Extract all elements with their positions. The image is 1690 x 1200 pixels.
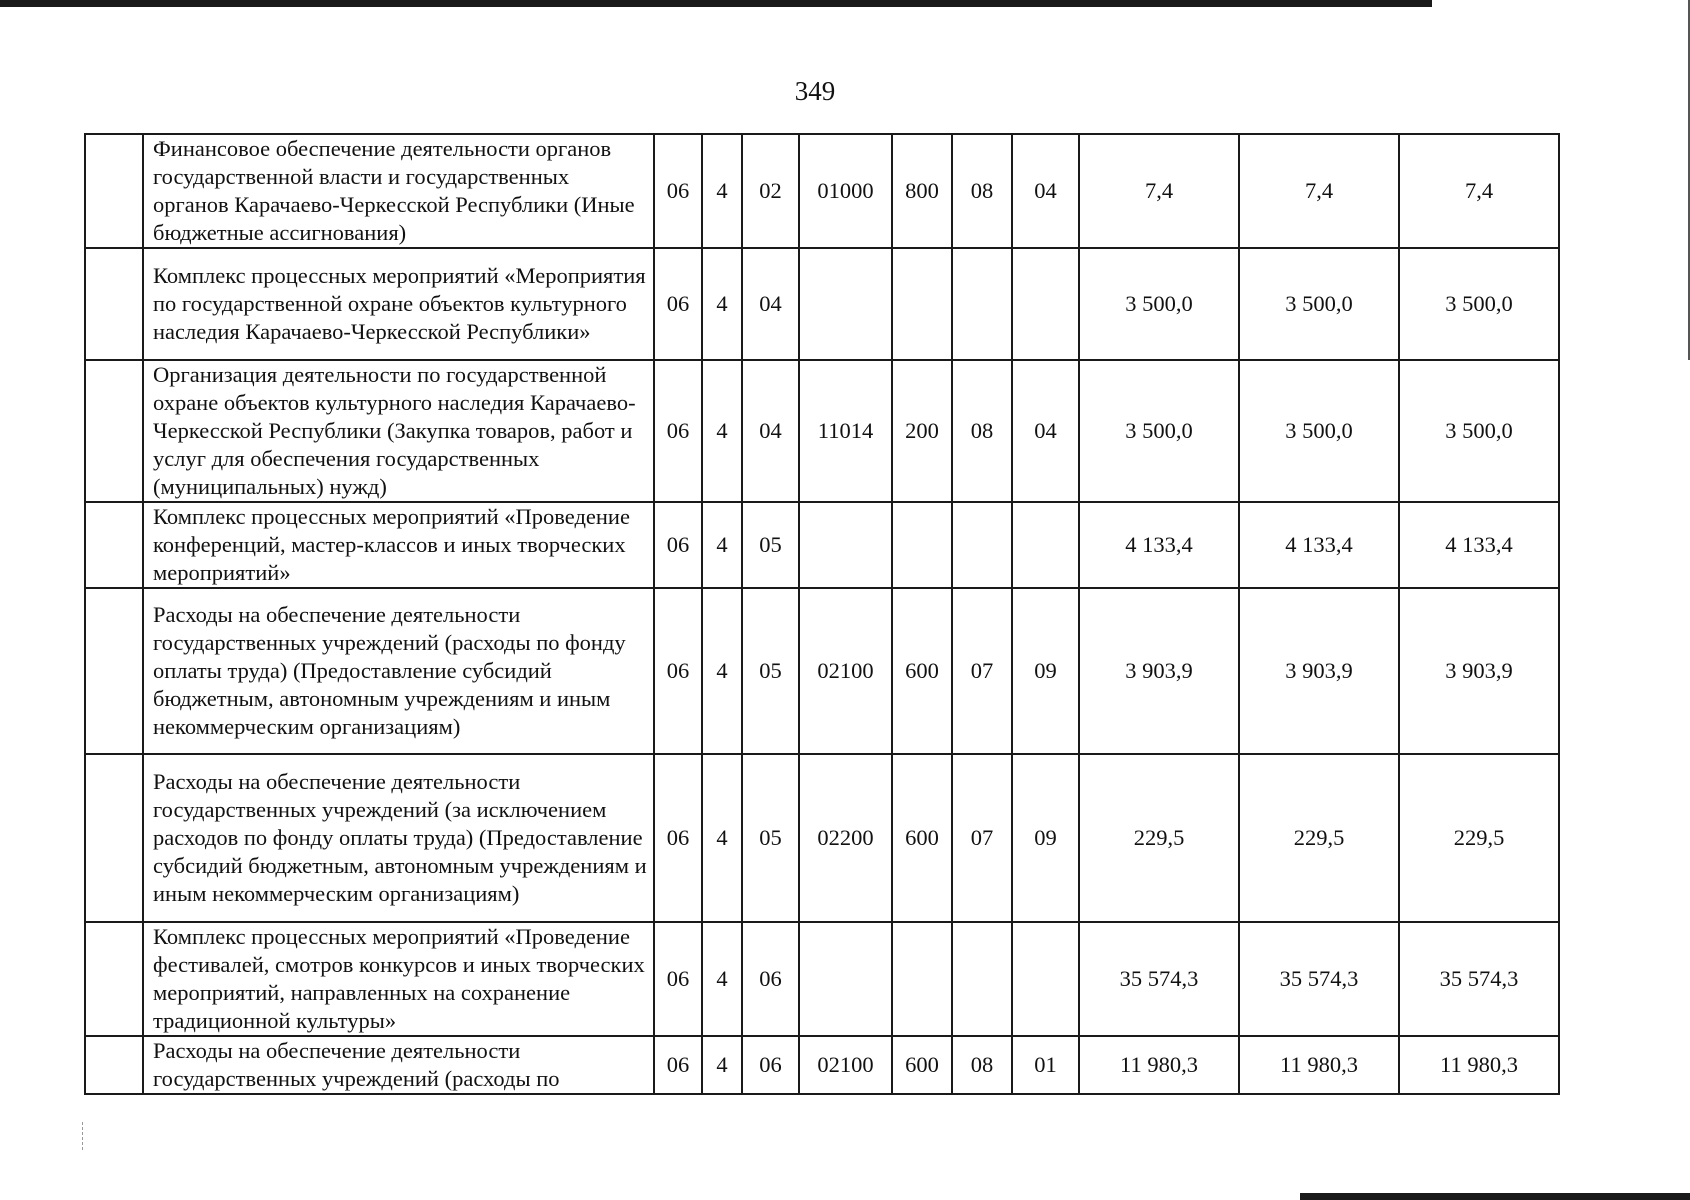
row-description: Финансовое обеспечение деятельности органов государственной власти и государственных органов Карачаево-Черкесской Республики (Иные бюджетные ассигнования) <box>143 134 654 248</box>
code-cell <box>892 502 952 588</box>
amount-cell: 35 574,3 <box>1079 922 1239 1036</box>
budget-table <box>84 133 1560 1095</box>
code-cell: 11014 <box>799 360 892 502</box>
page-number: 349 <box>794 76 836 106</box>
amount-cell: 3 500,0 <box>1399 360 1559 502</box>
amount-cell: 7,4 <box>1079 134 1239 248</box>
code-cell: 600 <box>892 754 952 922</box>
table-row <box>85 248 1559 360</box>
code-cell: 07 <box>952 588 1012 754</box>
code-cell <box>1012 248 1079 360</box>
code-cell: 06 <box>654 1036 702 1094</box>
amount-cell: 229,5 <box>1399 754 1559 922</box>
amount-cell: 4 133,4 <box>1079 502 1239 588</box>
row-description: Комплекс процессных мероприятий «Проведение фестивалей, смотров конкурсов и иных творческих мероприятий, направленных на сохранение традиционной культуры» <box>143 922 654 1036</box>
code-cell: 06 <box>654 922 702 1036</box>
row-description: Комплекс процессных мероприятий «Мероприятия по государственной охране объектов культурного наследия Карачаево-Черкесской Республики» <box>143 248 654 360</box>
code-cell <box>952 502 1012 588</box>
amount-cell: 3 500,0 <box>1079 248 1239 360</box>
code-cell: 06 <box>654 588 702 754</box>
code-cell: 08 <box>952 1036 1012 1094</box>
code-cell <box>799 248 892 360</box>
code-cell: 07 <box>952 754 1012 922</box>
code-cell: 04 <box>742 360 799 502</box>
code-cell: 04 <box>742 248 799 360</box>
code-cell: 06 <box>654 360 702 502</box>
code-cell: 06 <box>654 502 702 588</box>
code-cell: 09 <box>1012 754 1079 922</box>
table-row <box>85 360 1559 502</box>
code-cell <box>799 922 892 1036</box>
code-cell: 600 <box>892 588 952 754</box>
code-cell: 09 <box>1012 588 1079 754</box>
code-cell: 06 <box>654 754 702 922</box>
code-cell <box>952 922 1012 1036</box>
code-cell: 02100 <box>799 1036 892 1094</box>
code-cell: 06 <box>742 1036 799 1094</box>
code-cell: 06 <box>654 134 702 248</box>
table-row <box>85 1036 1559 1094</box>
table-row <box>85 922 1559 1036</box>
empty-cell <box>85 360 143 502</box>
scan-artifact <box>82 1122 85 1150</box>
code-cell: 4 <box>702 360 742 502</box>
code-cell: 4 <box>702 502 742 588</box>
code-cell: 05 <box>742 502 799 588</box>
code-cell: 01 <box>1012 1036 1079 1094</box>
empty-cell <box>85 1036 143 1094</box>
amount-cell: 3 500,0 <box>1399 248 1559 360</box>
amount-cell: 3 500,0 <box>1079 360 1239 502</box>
code-cell <box>799 502 892 588</box>
amount-cell: 3 903,9 <box>1399 588 1559 754</box>
amount-cell: 4 133,4 <box>1399 502 1559 588</box>
top-scan-rule <box>0 0 1432 7</box>
amount-cell: 3 903,9 <box>1239 588 1399 754</box>
code-cell: 05 <box>742 754 799 922</box>
amount-cell: 35 574,3 <box>1399 922 1559 1036</box>
amount-cell: 11 980,3 <box>1239 1036 1399 1094</box>
empty-cell <box>85 248 143 360</box>
code-cell: 600 <box>892 1036 952 1094</box>
code-cell: 04 <box>1012 134 1079 248</box>
amount-cell: 4 133,4 <box>1239 502 1399 588</box>
bottom-scan-rule <box>1300 1193 1690 1200</box>
code-cell: 06 <box>654 248 702 360</box>
code-cell: 02100 <box>799 588 892 754</box>
table-row <box>85 502 1559 588</box>
code-cell: 02 <box>742 134 799 248</box>
amount-cell: 3 500,0 <box>1239 248 1399 360</box>
amount-cell: 3 903,9 <box>1079 588 1239 754</box>
amount-cell: 11 980,3 <box>1399 1036 1559 1094</box>
row-description: Организация деятельности по государственной охране объектов культурного наследия Карачаево-Черкесской Республики (Закупка товаров, работ и услуг для обеспечения государственных (муниципальных) нужд) <box>143 360 654 502</box>
table-row <box>85 588 1559 754</box>
code-cell: 4 <box>702 588 742 754</box>
row-description: Расходы на обеспечение деятельности государственных учреждений (расходы по <box>143 1036 654 1094</box>
code-cell: 01000 <box>799 134 892 248</box>
code-cell: 800 <box>892 134 952 248</box>
code-cell: 06 <box>742 922 799 1036</box>
code-cell: 4 <box>702 1036 742 1094</box>
code-cell: 02200 <box>799 754 892 922</box>
amount-cell: 35 574,3 <box>1239 922 1399 1036</box>
amount-cell: 7,4 <box>1399 134 1559 248</box>
table-row <box>85 754 1559 922</box>
amount-cell: 229,5 <box>1239 754 1399 922</box>
row-description: Расходы на обеспечение деятельности государственных учреждений (расходы по фонду оплаты труда) (Предоставление субсидий бюджетным, автономным учреждениям и иным некоммерческим организациям) <box>143 588 654 754</box>
empty-cell <box>85 754 143 922</box>
amount-cell: 3 500,0 <box>1239 360 1399 502</box>
code-cell: 4 <box>702 922 742 1036</box>
table-row <box>85 134 1559 248</box>
empty-cell <box>85 134 143 248</box>
code-cell <box>952 248 1012 360</box>
empty-cell <box>85 588 143 754</box>
code-cell: 05 <box>742 588 799 754</box>
row-description: Расходы на обеспечение деятельности государственных учреждений (за исключением расходов по фонду оплаты труда) (Предоставление субсидий бюджетным, автономным учреждениям и иным некоммерческим организациям) <box>143 754 654 922</box>
code-cell: 4 <box>702 754 742 922</box>
amount-cell: 7,4 <box>1239 134 1399 248</box>
code-cell: 08 <box>952 360 1012 502</box>
code-cell <box>892 248 952 360</box>
code-cell: 4 <box>702 134 742 248</box>
code-cell <box>1012 922 1079 1036</box>
code-cell: 200 <box>892 360 952 502</box>
code-cell: 04 <box>1012 360 1079 502</box>
code-cell: 4 <box>702 248 742 360</box>
empty-cell <box>85 922 143 1036</box>
amount-cell: 11 980,3 <box>1079 1036 1239 1094</box>
code-cell <box>1012 502 1079 588</box>
code-cell: 08 <box>952 134 1012 248</box>
code-cell <box>892 922 952 1036</box>
amount-cell: 229,5 <box>1079 754 1239 922</box>
row-description: Комплекс процессных мероприятий «Проведение конференций, мастер-классов и иных творческих мероприятий» <box>143 502 654 588</box>
empty-cell <box>85 502 143 588</box>
